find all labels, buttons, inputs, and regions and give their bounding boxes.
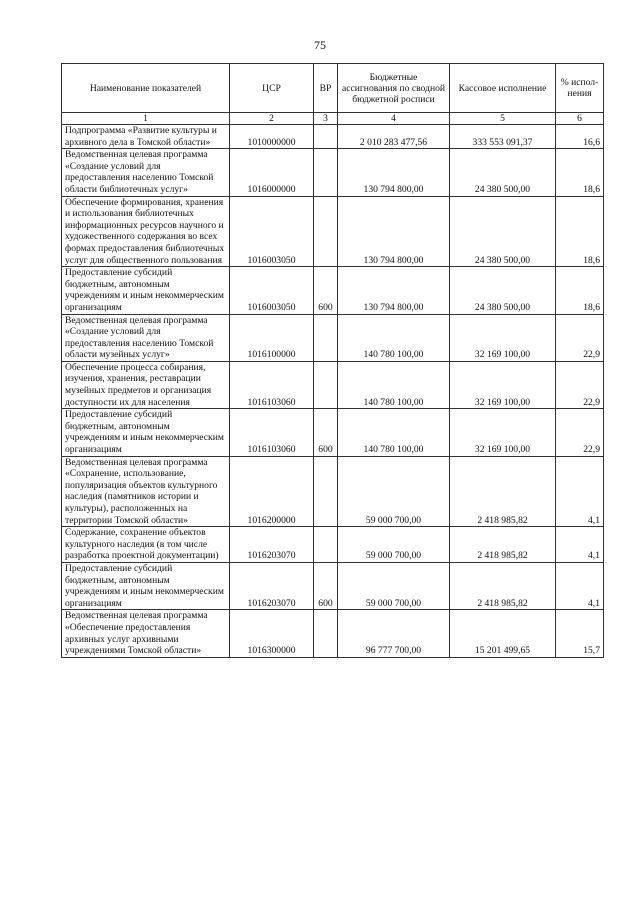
header-indicator-name: Наименование показателей: [62, 64, 230, 113]
csr-code: 1010000000: [230, 125, 314, 149]
column-number: 5: [450, 113, 556, 125]
budget-value: 59 000 700,00: [338, 562, 450, 609]
table-row: [62, 361, 604, 408]
csr-code: 1016203070: [230, 562, 314, 609]
budget-value: 140 780 100,00: [338, 409, 450, 456]
budget-value: 59 000 700,00: [338, 456, 450, 527]
percent-value: 22,9: [556, 361, 604, 408]
cash-value: 2 418 985,82: [450, 562, 556, 609]
cash-value: 32 169 100,00: [450, 314, 556, 361]
column-number-row: [62, 113, 604, 125]
header-cash: Кассовое исполнение: [450, 64, 556, 113]
indicator-name: Подпрограмма «Развитие культуры и архивного дела в Томской области»: [62, 125, 230, 149]
header-vr: ВР: [314, 64, 338, 113]
cash-value: 333 553 091,37: [450, 125, 556, 149]
percent-value: 18,6: [556, 267, 604, 314]
vr-code: 600: [314, 409, 338, 456]
csr-code: 1016300000: [230, 610, 314, 657]
budget-value: 2 010 283 477,56: [338, 125, 450, 149]
cash-value: 2 418 985,82: [450, 456, 556, 527]
csr-code: 1016003050: [230, 267, 314, 314]
table-row: [62, 456, 604, 527]
percent-value: 15,7: [556, 610, 604, 657]
vr-code: [314, 527, 338, 563]
vr-code: 600: [314, 562, 338, 609]
budget-value: 130 794 800,00: [338, 149, 450, 196]
header-budget: Бюджетные ассигнования по сводной бюджетной росписи: [338, 64, 450, 113]
budget-value: 96 777 700,00: [338, 610, 450, 657]
cash-value: 24 380 500,00: [450, 267, 556, 314]
cash-value: 24 380 500,00: [450, 149, 556, 196]
cash-value: 24 380 500,00: [450, 196, 556, 267]
indicator-name: Предоставление субсидий бюджетным, автономным учреждениям и иным некоммерческим организациям: [62, 409, 230, 456]
vr-code: [314, 125, 338, 149]
budget-value: 130 794 800,00: [338, 267, 450, 314]
csr-code: 1016100000: [230, 314, 314, 361]
indicator-name: Предоставление субсидий бюджетным, автономным учреждениям и иным некоммерческим организациям: [62, 562, 230, 609]
csr-code: 1016003050: [230, 196, 314, 267]
csr-code: 1016000000: [230, 149, 314, 196]
budget-value: 140 780 100,00: [338, 314, 450, 361]
header-csr: ЦСР: [230, 64, 314, 113]
vr-code: [314, 196, 338, 267]
vr-code: [314, 314, 338, 361]
vr-code: [314, 456, 338, 527]
table-row: [62, 409, 604, 456]
budget-value: 140 780 100,00: [338, 361, 450, 408]
vr-code: 600: [314, 267, 338, 314]
table-row: [62, 196, 604, 267]
page-number: 75: [314, 38, 326, 52]
budget-value: 130 794 800,00: [338, 196, 450, 267]
percent-value: 4,1: [556, 456, 604, 527]
indicator-name: Предоставление субсидий бюджетным, автономным учреждениям и иным некоммерческим организациям: [62, 267, 230, 314]
percent-value: 4,1: [556, 527, 604, 563]
percent-value: 18,6: [556, 149, 604, 196]
vr-code: [314, 361, 338, 408]
indicator-name: Ведомственная целевая программа «Обеспечение предоставления архивных услуг архивными учреждениями Томской области»: [62, 610, 230, 657]
indicator-name: Обеспечение формирования, хранения и использования библиотечных информационных ресурсов научного и художественного содержания во всех формах предоставления библиотечных услуг для общественного пользования: [62, 196, 230, 267]
cash-value: 32 169 100,00: [450, 409, 556, 456]
csr-code: 1016103060: [230, 409, 314, 456]
percent-value: 18,6: [556, 196, 604, 267]
percent-value: 22,9: [556, 314, 604, 361]
table-row: [62, 267, 604, 314]
indicator-name: Содержание, сохранение объектов культурного наследия (в том числе разработка проектной документации): [62, 527, 230, 563]
percent-value: 22,9: [556, 409, 604, 456]
table-row: [62, 149, 604, 196]
vr-code: [314, 610, 338, 657]
csr-code: 1016103060: [230, 361, 314, 408]
table-row: [62, 562, 604, 609]
percent-value: 4,1: [556, 562, 604, 609]
indicator-name: Обеспечение процесса собирания, изучения, хранения, реставрации музейных предметов и организация доступности их для населения: [62, 361, 230, 408]
table-row: [62, 125, 604, 149]
budget-execution-table: [61, 63, 604, 658]
indicator-name: Ведомственная целевая программа «Создание условий для предоставления населению Томской области библиотечных услуг»: [62, 149, 230, 196]
percent-value: 16,6: [556, 125, 604, 149]
column-number: 3: [314, 113, 338, 125]
csr-code: 1016200000: [230, 456, 314, 527]
table-row: [62, 314, 604, 361]
budget-value: 59 000 700,00: [338, 527, 450, 563]
indicator-name: Ведомственная целевая программа «Сохранение, использование, популяризация объектов культурного наследия (памятников истории и культуры), расположенных на территории Томской области»: [62, 456, 230, 527]
header-percent: % испол-нения: [556, 64, 604, 113]
table-row: [62, 527, 604, 563]
cash-value: 2 418 985,82: [450, 527, 556, 563]
cash-value: 15 201 499,65: [450, 610, 556, 657]
cash-value: 32 169 100,00: [450, 361, 556, 408]
indicator-name: Ведомственная целевая программа «Создание условий для предоставления населению Томской области музейных услуг»: [62, 314, 230, 361]
header-row: [62, 64, 604, 113]
csr-code: 1016203070: [230, 527, 314, 563]
column-number: 6: [556, 113, 604, 125]
column-number: 1: [62, 113, 230, 125]
column-number: 4: [338, 113, 450, 125]
vr-code: [314, 149, 338, 196]
column-number: 2: [230, 113, 314, 125]
table-row: [62, 610, 604, 657]
